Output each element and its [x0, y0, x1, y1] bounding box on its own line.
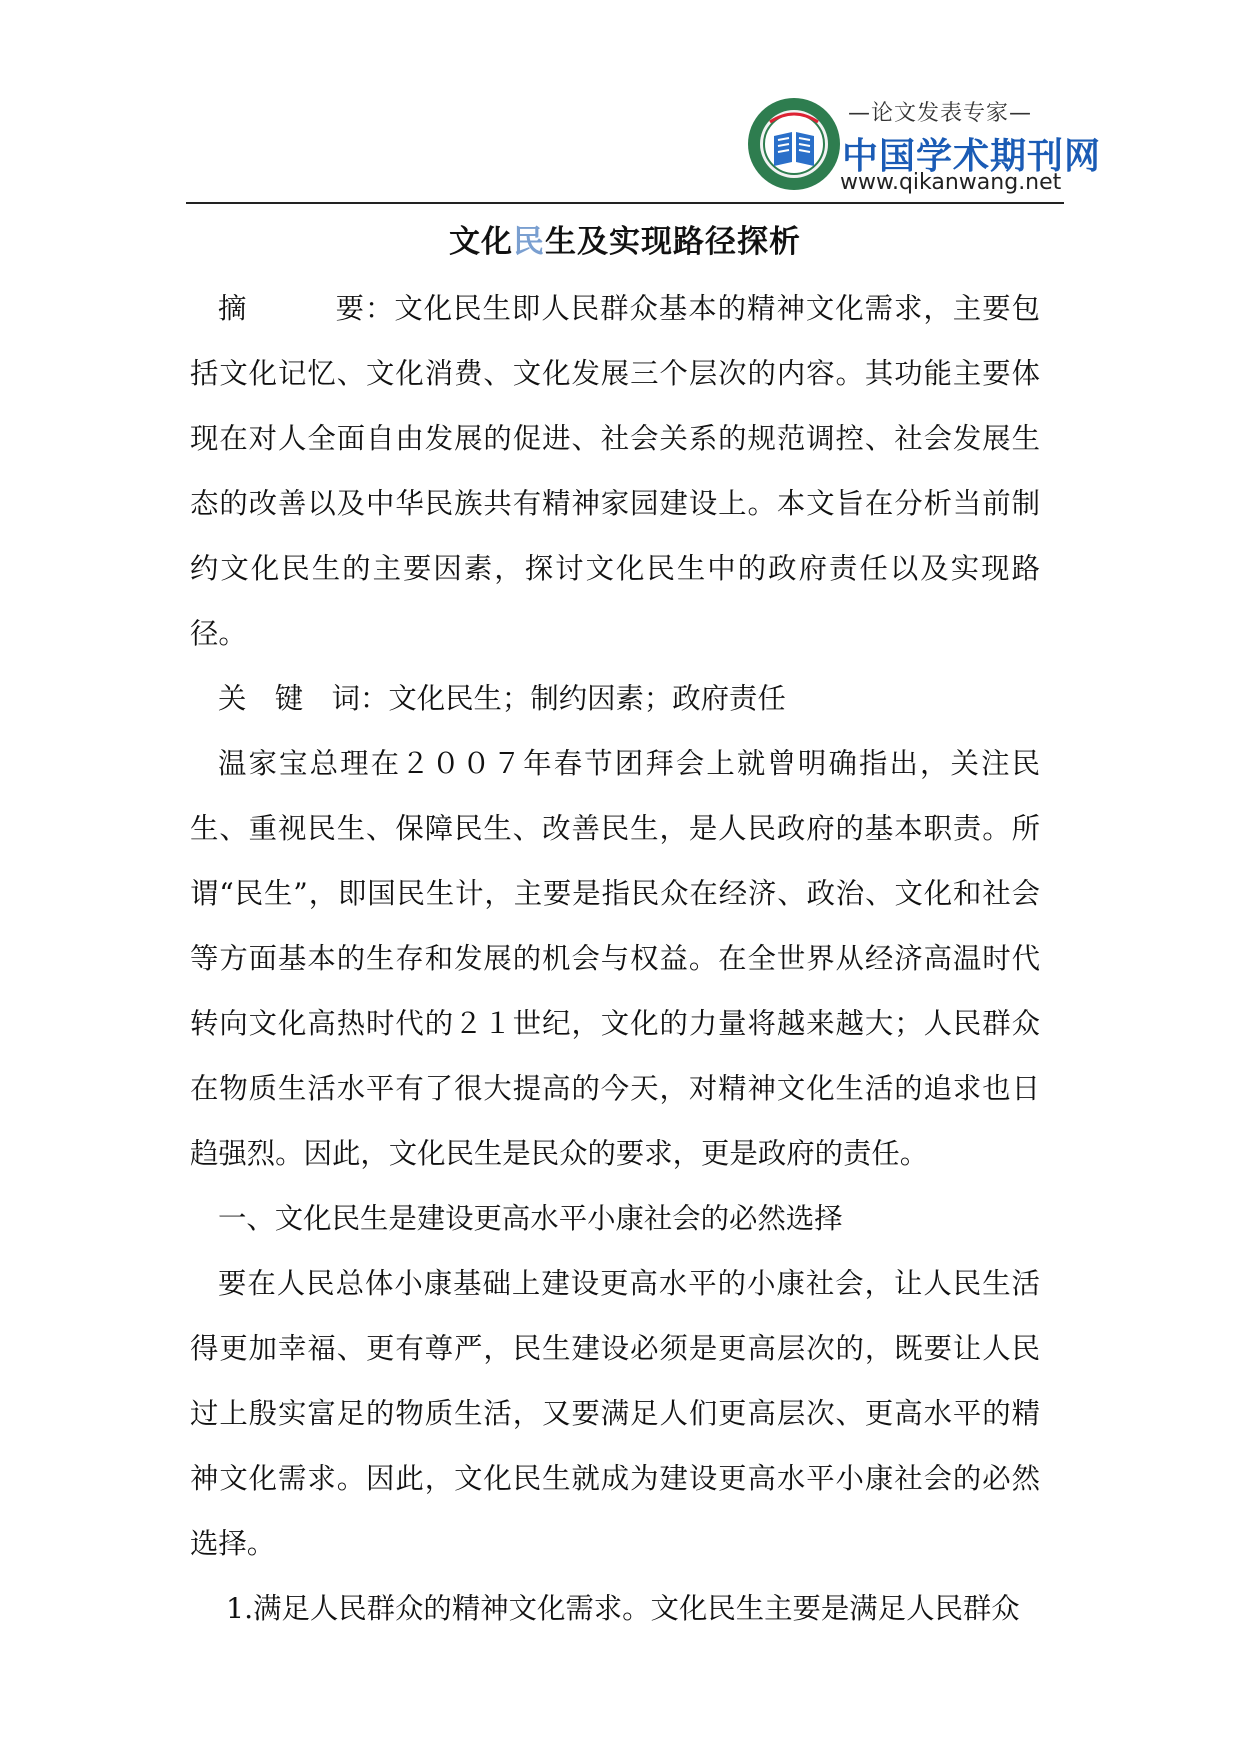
abstract-text: 文化民生即人民群众基本的精神文化需求，主要包括文化记忆、文化消费、文化发展三个层次的内容。其功能主要体现在对人全面自由发展的促进、社会关系的规范调控、社会发展生态的改善以及中华民族共有精神家园建设上。本文旨在分析当前制约文化民生的主要因素，探讨文化民生中的政府责任以及实现路径。	[190, 292, 1040, 650]
logo-url: www.qikanwang.net	[840, 170, 1062, 195]
header-divider	[186, 202, 1064, 204]
section-heading-1: 一、文化民生是建设更高水平小康社会的必然选择	[218, 1202, 843, 1235]
keywords-text: 文化民生；制约因素；政府责任	[388, 682, 786, 715]
abstract	[190, 276, 1040, 666]
paragraph-item1: 1.满足人民群众的精神文化需求。文化民生主要是满足人民群众	[226, 1592, 1020, 1625]
article-title	[186, 216, 1064, 261]
keywords-label: 关 键 词：	[218, 682, 389, 715]
title-part3: 生及实现路径探析	[545, 224, 801, 260]
title-part2: 民	[513, 224, 545, 260]
keywords	[190, 666, 1040, 731]
paragraph-intro: 温家宝总理在２００７年春节团拜会上就曾明确指出，关注民生、重视民生、保障民生、改善民生，是人民政府的基本职责。所谓“民生”，即国民生计，主要是指民众在经济、政治、文化和社会等方面基本的生存和发展的机会与权益。在全世界从经济高温时代转向文化高热时代的２１世纪，文化的力量将越来越大；人民群众在物质生活水平有了很大提高的今天，对精神文化生活的追求也日趋强烈。因此，文化民生是民众的要求，更是政府的责任。	[190, 747, 1040, 1170]
abstract-label: 摘 要：	[218, 292, 395, 325]
logo-brand: 中国学术期刊网	[842, 136, 1102, 177]
article-body	[190, 276, 1040, 1641]
title-part1: 文化	[449, 224, 513, 260]
paragraph-section1: 要在人民总体小康基础上建设更高水平的小康社会，让人民生活得更加幸福、更有尊严，民生建设必须是更高层次的，既要让人民过上殷实富足的物质生活，又要满足人们更高层次、更高水平的精神文化需求。因此，文化民生就成为建设更高水平小康社会的必然选择。	[190, 1267, 1040, 1560]
logo-slogan: —论文发表专家—	[848, 101, 1033, 126]
